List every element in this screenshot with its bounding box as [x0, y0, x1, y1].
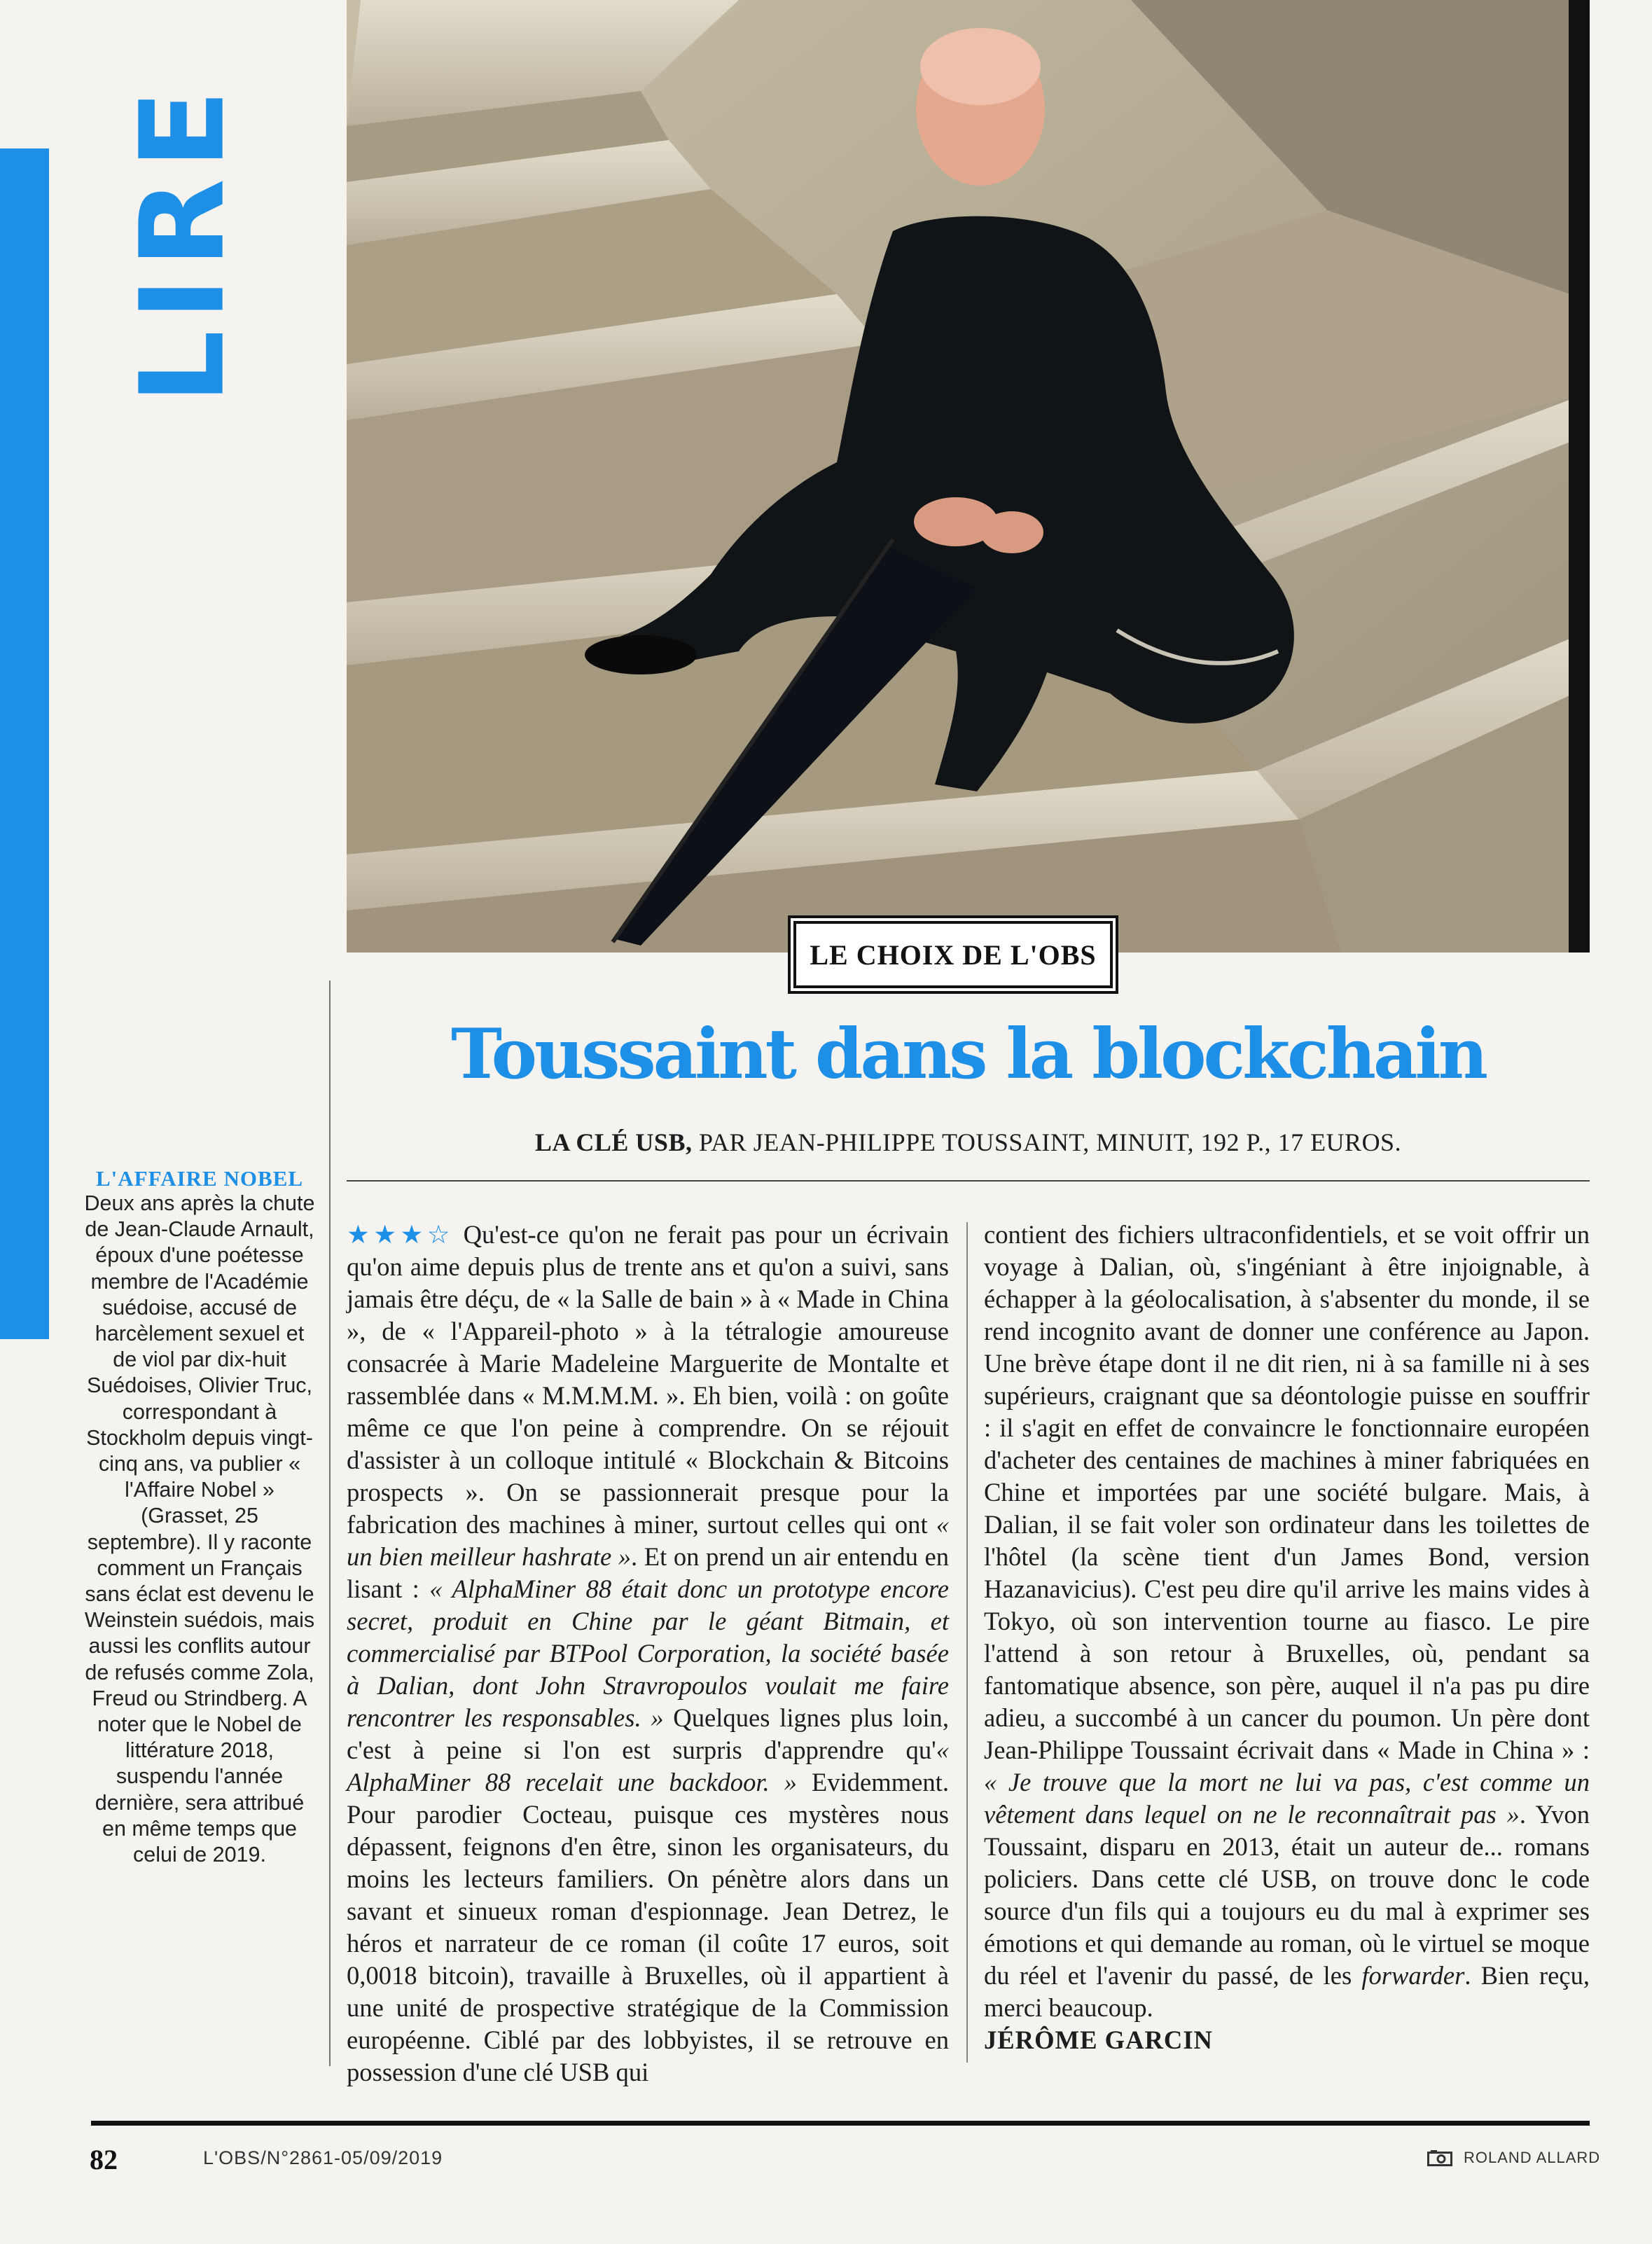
col2-text-1: contient des fichiers ultraconfidentiels, et se voit offrir un voyage à Dalian, où, s'ingéniant à être injoignable, à échapper à la géolocalisation, à s'absenter du monde, il se rend incognito avant de donner une conférence au Japon. Une brève étape dont il ne dit rien, ni à sa famille ni à ses supérieurs, craignant que sa déontologie puisse en souffrir : il s'agit en effet de convaincre le fonctionnaire européen d'acheter des centaines de machines à miner fabriquées en Chine et importées par une société bulgare. Mais, à Dalian, il se fait voler son ordinateur dans les toilettes de l'hôtel (la scène tient d'un James Bond, version Hazanavicius). C'est peu dire qu'il arrive les mains vides à Tokyo, où son intervention tourne au fiasco. Le pire l'attend à son retour à Bruxelles, où, pendant sa fantomatique absence, son père, auquel il n'a pas pu dire adieu, a succombé à un cancer du poumon. Un père dont Jean-Philippe Toussaint écrivait dans « Made in China » :: [984, 1220, 1590, 1764]
editors-choice-badge: LE CHOIX DE L'OBS: [793, 921, 1113, 988]
article-column-right: [984, 1219, 1590, 2056]
col2-quote-2: forwarder: [1361, 1961, 1465, 1990]
section-color-tab: [0, 148, 49, 1339]
col1-text-3: Quelques lignes plus loin, c'est à peine si l'on est surpris d'apprendre qu': [347, 1703, 949, 1764]
author-photo: [347, 0, 1590, 953]
photographer-name: ROLAND ALLARD: [1464, 2149, 1601, 2166]
book-credit-line: [347, 1128, 1590, 1157]
col2-quote-1: « Je trouve que la mort ne lui va pas, c'est comme un vêtement dans lequel on ne le reconnaîtrait pas »: [984, 1768, 1590, 1829]
col1-quote-2: « AlphaMiner 88 était donc un prototype encore secret, produit en Chine par le géant Bitmain, et commercialisé par BTPool Corporation, la société basée à Dalian, dont John Stravropoulos voulait me faire rencontrer les responsables. »: [347, 1574, 950, 1732]
camera-icon: [1427, 2149, 1452, 2166]
author-signature: JÉRÔME GARCIN: [984, 2025, 1213, 2054]
col1-text-2: . Et on prend un air entendu en lisant :: [347, 1542, 950, 1603]
col2-text-3: . Bien reçu, merci beaucoup.: [984, 1961, 1590, 2022]
article-headline: Toussaint dans la blockchain: [450, 1014, 1485, 1095]
section-label: LIRE: [116, 79, 251, 404]
sidebar-heading: L'AFFAIRE NOBEL: [95, 1166, 304, 1191]
column-divider: [966, 1222, 968, 2063]
col1-quote-1: « un bien meilleur hashrate »: [347, 1510, 949, 1571]
photo-credit: [1427, 2149, 1600, 2167]
col1-quote-3: « AlphaMiner 88 recelait une backdoor. »: [347, 1736, 949, 1796]
issue-info: L'OBS/N°2861-05/09/2019: [203, 2147, 443, 2168]
article-column-left: [347, 1219, 949, 2089]
sidebar-text: Deux ans après la chute de Jean-Claude Arnault, époux d'une poétesse membre de l'Académie suédoise, accusé de harcèlement sexuel et de viol par dix-huit Suédoises, Olivier Truc, correspondant à Stockholm depuis vingt-cinq ans, va publier « l'Affaire Nobel » (Grasset, 25 septembre). Il y raconte comment un Français sans éclat est devenu le Weinstein suédois, mais aussi les conflits autour de refusés comme Zola, Freud ou Strindberg. A noter que le Nobel de littérature 2018, suspendu l'année dernière, sera attribué en même temps que celui de 2019.: [84, 1191, 315, 1867]
footer-rule: [91, 2121, 1590, 2126]
book-details: PAR JEAN-PHILIPPE TOUSSAINT, MINUIT, 192 P., 17 EUROS.: [692, 1128, 1402, 1156]
rating-stars: ★★★☆: [347, 1220, 454, 1249]
col2-text-2: . Yvon Toussaint, disparu en 2013, était un auteur de... romans policiers. Dans cette clé USB, on trouve donc le code source d'un fils qui a toujours eu du mal à exprimer ses émotions et qui demande au roman, où le virtuel se moque du réel et l'avenir du passé, de les: [984, 1800, 1590, 1990]
col1-text-4: Evidemment. Pour parodier Cocteau, puisque ces mystères nous dépassent, feignons d'en être, sinon les organisateurs, du moins les lecteurs familiers. On pénètre alors dans un savant et sinueux roman d'espionnage. Jean Detrez, le héros et narrateur de ce roman (il coûte 17 euros, soit 0,0018 bitcoin), travaille à Bruxelles, où il appartient à une unité de prospective stratégique de la Commission européenne. Ciblé par des lobbyistes, il se retrouve en possession d'une clé USB qui: [347, 1768, 949, 2086]
top-divider: [347, 1180, 1590, 1182]
sidebar-divider: [329, 981, 331, 2066]
col1-text-1: Qu'est-ce qu'on ne ferait pas pour un écrivain qu'on aime depuis plus de trente ans et qu'on a suivi, sans jamais être déçu, de « la Salle de bain » à « Made in China », de « l'Appareil-photo » à la tétralogie amoureuse consacrée à Marie Madeleine Marguerite de Montalte et rassemblée dans « M.M.M.M. ». Eh bien, voilà : on goûte même ce que l'on peine à comprendre. On se réjouit d'assister à un colloque intitulé « Blockchain & Bitcoins prospects ». On se passionnerait presque pour la fabrication des machines à miner, surtout celles qui ont: [347, 1220, 949, 1539]
book-title: LA CLÉ USB,: [534, 1128, 693, 1156]
page-number: 82: [90, 2144, 118, 2175]
